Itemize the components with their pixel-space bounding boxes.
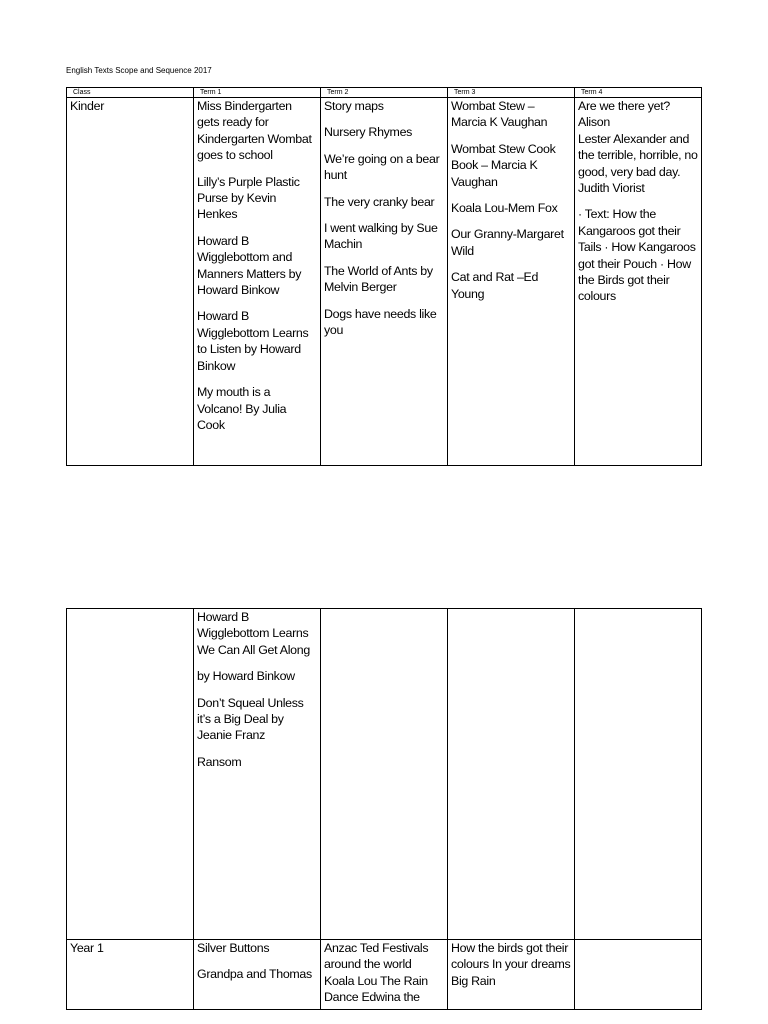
text-entry: Our Granny-Margaret Wild bbox=[451, 227, 564, 258]
text-entry: We’re going on a bear hunt bbox=[324, 151, 440, 183]
text-entry: I went walking by Sue Machin bbox=[324, 221, 438, 252]
text-entry: Howard B Wigglebottom Learns to Listen by Howard Binkow bbox=[197, 309, 309, 373]
class-cell bbox=[67, 98, 194, 466]
header-row bbox=[67, 88, 702, 98]
term-2-cell bbox=[321, 609, 448, 940]
header-term-4: Term 4 bbox=[575, 88, 702, 98]
term-1-cell bbox=[194, 98, 321, 466]
class-cell bbox=[67, 609, 194, 940]
text-entry: Howard B Wigglebottom and Manners Matters by Howard Binkow bbox=[197, 233, 302, 298]
class-label: Year 1 bbox=[70, 941, 104, 955]
term-4-cell bbox=[575, 98, 702, 466]
scope-sequence-table bbox=[66, 87, 702, 466]
text-entry: Wombat Stew Cook Book – Marcia K Vaughan bbox=[451, 141, 556, 189]
text-entry: Koala Lou-Mem Fox bbox=[451, 201, 558, 216]
text-entry: Lilly’s Purple Plastic Purse by Kevin Henkes bbox=[197, 174, 300, 222]
header-term-1: Term 1 bbox=[194, 88, 321, 98]
text-entry: Dogs have needs like you bbox=[324, 306, 437, 338]
text-entry: The World of Ants by Melvin Berger bbox=[324, 263, 433, 295]
text-entry: Wombat Stew – Marcia K Vaughan bbox=[451, 99, 548, 130]
text-entry: by Howard Binkow bbox=[197, 669, 295, 684]
text-entry: Grandpa and Thomas bbox=[197, 967, 312, 982]
term-2-cell bbox=[321, 98, 448, 466]
term-1-cell bbox=[194, 609, 321, 940]
text-entry: Nursery Rhymes bbox=[324, 125, 413, 140]
term-3-cell bbox=[448, 98, 575, 466]
term-4-cell bbox=[575, 609, 702, 940]
text-entry: Cat and Rat –Ed Young bbox=[451, 270, 539, 301]
table-row-year-1 bbox=[67, 940, 702, 1010]
text-entry: Miss Bindergarten gets ready for Kindergarten Wombat goes to school bbox=[197, 99, 312, 163]
header-term-3: Term 3 bbox=[448, 88, 575, 98]
table-row-kinder-continued bbox=[67, 609, 702, 940]
text-entry: Don’t Squeal Unless it’s a Big Deal by Jeanie Franz bbox=[197, 695, 304, 743]
text-entry: The very cranky bear bbox=[324, 194, 435, 209]
term-1-cell bbox=[194, 940, 321, 1010]
term-4-cell bbox=[575, 940, 702, 1010]
text-entry: Are we there yet? Alison bbox=[578, 99, 671, 130]
text-entry: Anzac Ted Festivals around the world Koala Lou The Rain Dance Edwina the bbox=[324, 941, 429, 1005]
text-entry: How the birds got their colours In your dreams Big Rain bbox=[451, 941, 571, 988]
term-3-cell bbox=[448, 940, 575, 1010]
text-entry: My mouth is a Volcano! By Julia Cook bbox=[197, 385, 287, 432]
term-2-cell bbox=[321, 940, 448, 1010]
text-entry: Ransom bbox=[197, 754, 242, 769]
header-class: Class bbox=[67, 88, 194, 98]
text-entry: · Text: How the Kangaroos got their Tails · How Kangaroos got their Pouch · How the Birds got their colours bbox=[578, 207, 696, 304]
scope-sequence-table-continued bbox=[66, 608, 702, 1010]
header-term-2: Term 2 bbox=[321, 88, 448, 98]
text-entry: Story maps bbox=[324, 99, 384, 113]
document-title: English Texts Scope and Sequence 2017 bbox=[66, 66, 212, 75]
class-cell bbox=[67, 940, 194, 1010]
class-label: Kinder bbox=[70, 99, 105, 113]
text-entry: Howard B Wigglebottom Learns We Can All Get Along bbox=[197, 610, 310, 657]
table-row-kinder bbox=[67, 98, 702, 466]
text-entry: Silver Buttons bbox=[197, 941, 270, 955]
term-3-cell bbox=[448, 609, 575, 940]
text-entry: Lester Alexander and the terrible, horrible, no good, very bad day. Judith Viorist bbox=[578, 131, 698, 196]
